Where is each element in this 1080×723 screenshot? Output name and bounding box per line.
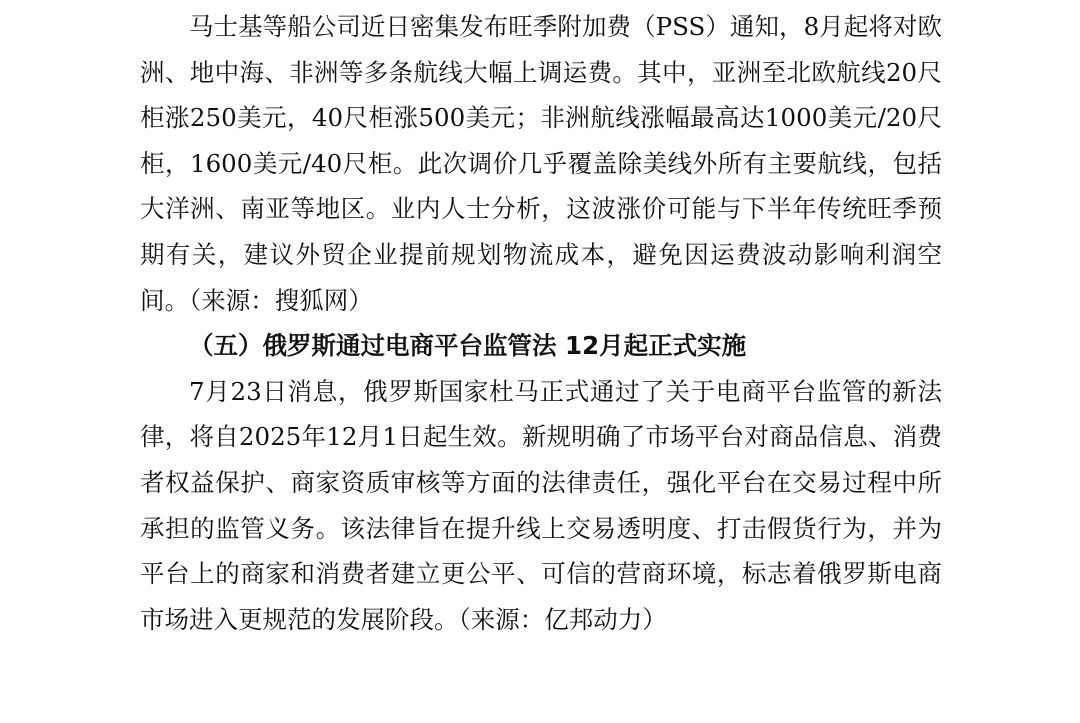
document-page (140, 0, 942, 642)
section-heading-russia-ecommerce-law: （五）俄罗斯通过电商平台监管法 12月起正式实施 (189, 331, 747, 361)
paragraph-russia-ecommerce-law: 7月23日消息，俄罗斯国家杜马正式通过了关于电商平台监管的新法律，将自2025年12月1日起生效。新规明确了市场平台对商品信息、消费者权益保护、商家资质审核等方面的法律责任，强化平台在交易过程中所承担的监管义务。该法律旨在提升线上交易透明度、打击假货行为，并为平台上的商家和消费者建立更公平、可信的营商环境，标志着俄罗斯电商市场进入更规范的发展阶段。（来源：亿邦动力） (140, 376, 942, 634)
paragraph-shipping-surcharge: 马士基等船公司近日密集发布旺季附加费（PSS）通知，8月起将对欧洲、地中海、非洲等多条航线大幅上调运费。其中，亚洲至北欧航线20尺柜涨250美元，40尺柜涨500美元；非洲航线涨幅最高达1000美元/20尺柜，1600美元/40尺柜。此次调价几乎覆盖除美线外所有主要航线，包括大洋洲、南亚等地区。业内人士分析，这波涨价可能与下半年传统旺季预期有关，建议外贸企业提前规划物流成本，避免因运费波动影响利润空间。（来源：搜狐网） (140, 12, 942, 315)
